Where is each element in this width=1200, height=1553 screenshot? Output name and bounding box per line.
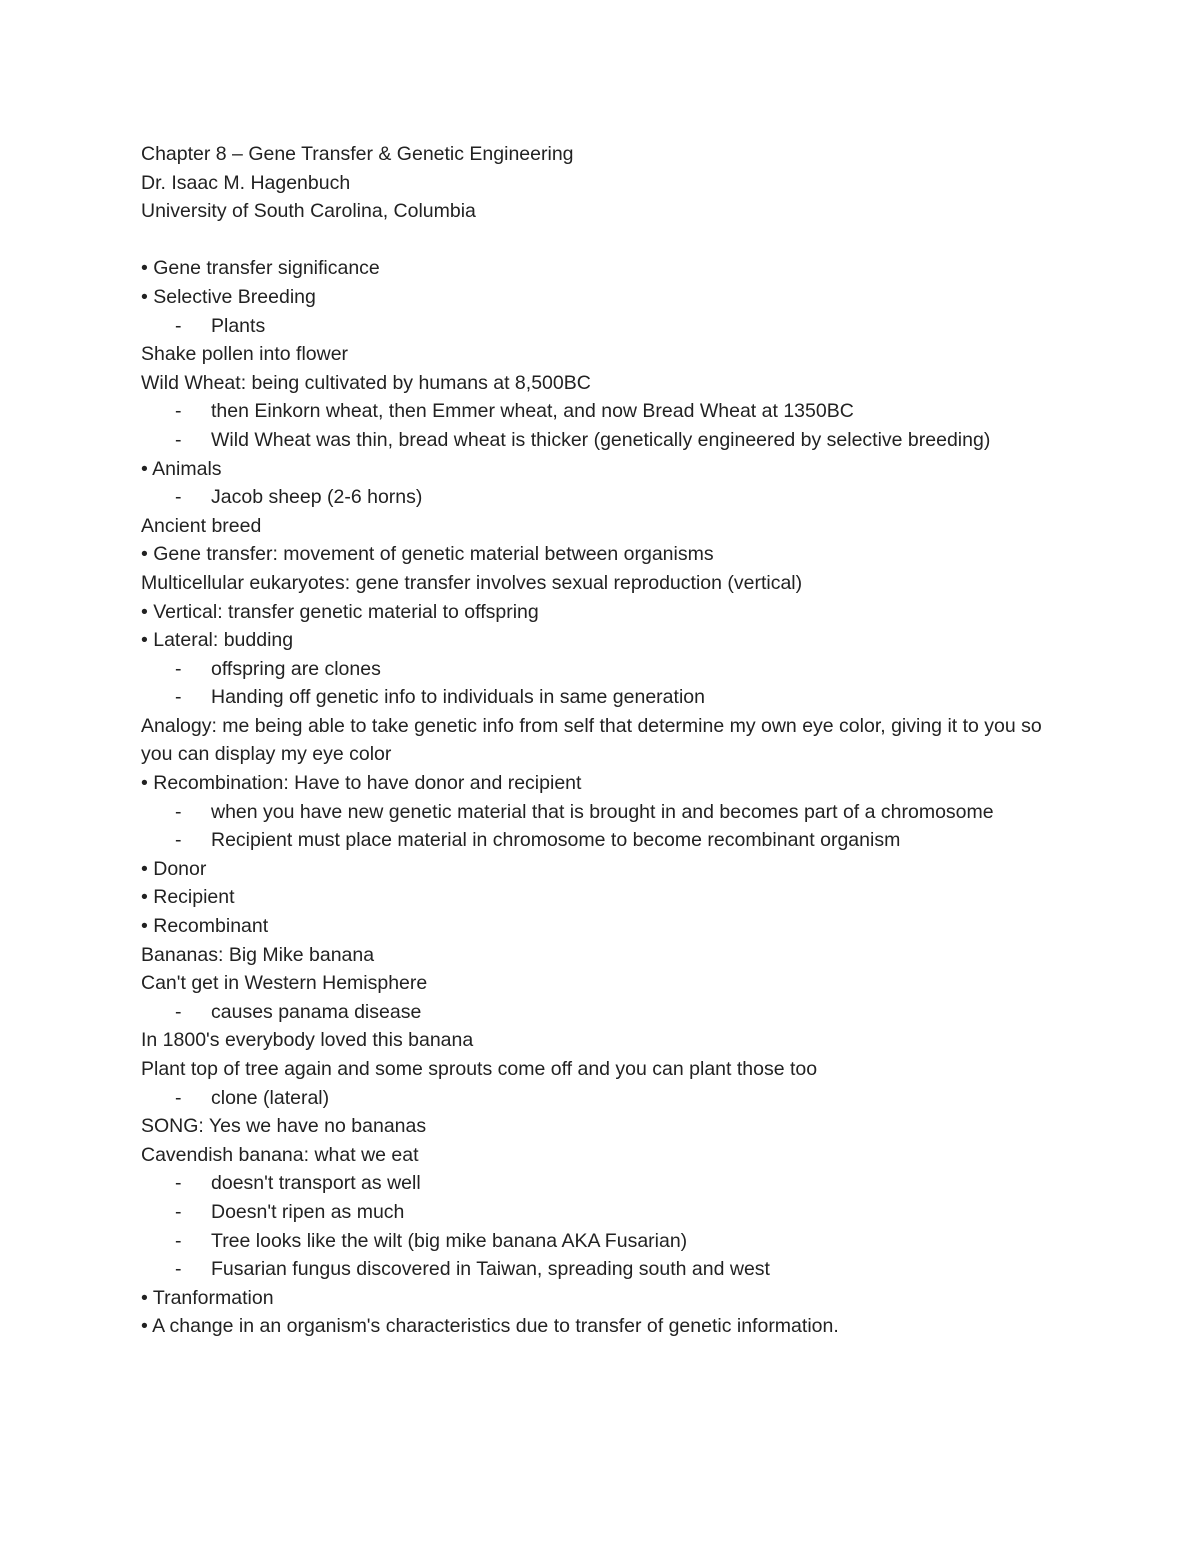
note-line: • Recipient — [141, 886, 235, 909]
note-line: • Tranformation — [141, 1286, 274, 1309]
note-line: • A change in an organism's characteristics due to transfer of genetic information. — [141, 1315, 839, 1338]
dash-marker: - — [175, 1258, 182, 1281]
sub-list-item — [141, 798, 1071, 827]
note-line: In 1800's everybody loved this banana — [141, 1029, 474, 1052]
dash-marker: - — [175, 428, 182, 451]
note-line: Analogy: me being able to take genetic info from self that determine my own eye color, giving it to you so you can display my eye color — [141, 714, 1048, 766]
sub-list-text: clone (lateral) — [211, 1086, 330, 1109]
sub-list-item — [141, 1084, 1071, 1113]
note-line: Ancient breed — [141, 514, 262, 537]
note-line: Wild Wheat: being cultivated by humans at 8,500BC — [141, 371, 591, 394]
note-line: Shake pollen into flower — [141, 343, 349, 366]
sub-list-item — [141, 1255, 1071, 1284]
dash-marker: - — [175, 486, 182, 509]
document-page — [141, 140, 1071, 1341]
sub-list-item — [141, 1227, 1071, 1256]
dash-marker: - — [175, 1172, 182, 1195]
note-line: • Recombination: Have to have donor and recipient — [141, 772, 582, 795]
sub-list-item — [141, 483, 1071, 512]
note-line: • Recombinant — [141, 915, 269, 938]
dash-marker: - — [175, 1086, 182, 1109]
dash-marker: - — [175, 686, 182, 709]
dash-marker: - — [175, 1000, 182, 1023]
dash-marker: - — [175, 1200, 182, 1223]
note-line: • Gene transfer: movement of genetic material between organisms — [141, 543, 714, 566]
sub-list-text: Tree looks like the wilt (big mike banana AKA Fusarian) — [211, 1229, 688, 1252]
sub-list-item — [141, 312, 1071, 341]
note-line: • Selective Breeding — [141, 285, 316, 308]
sub-list-text: Jacob sheep (2-6 horns) — [211, 486, 423, 509]
institution: University of South Carolina, Columbia — [141, 200, 476, 223]
note-line: • Animals — [141, 457, 222, 480]
sub-list-text: Fusarian fungus discovered in Taiwan, spreading south and west — [211, 1258, 770, 1281]
sub-list-text: Plants — [211, 314, 266, 337]
sub-list-item — [141, 655, 1071, 684]
sub-list-item — [141, 1169, 1071, 1198]
sub-list-text: Handing off genetic info to individuals in same generation — [211, 686, 705, 709]
note-line: • Vertical: transfer genetic material to offspring — [141, 600, 539, 623]
sub-list-item — [141, 1198, 1071, 1227]
dash-marker: - — [175, 657, 182, 680]
note-line: • Gene transfer significance — [141, 257, 380, 280]
dash-marker: - — [175, 314, 182, 337]
notes-body — [141, 254, 1071, 1341]
dash-marker: - — [175, 800, 182, 823]
note-line: Can't get in Western Hemisphere — [141, 972, 428, 995]
document-title: Chapter 8 – Gene Transfer & Genetic Engineering — [141, 143, 574, 165]
sub-list-text: doesn't transport as well — [211, 1172, 421, 1195]
sub-list-text: offspring are clones — [211, 657, 381, 680]
sub-list-text: when you have new genetic material that is brought in and becomes part of a chromosome — [211, 800, 994, 823]
sub-list-text: then Einkorn wheat, then Emmer wheat, and now Bread Wheat at 1350BC — [211, 400, 854, 423]
sub-list-item — [141, 397, 1071, 426]
note-line: SONG: Yes we have no bananas — [141, 1115, 427, 1138]
note-line: Multicellular eukaryotes: gene transfer involves sexual reproduction (vertical) — [141, 571, 803, 594]
note-line: • Lateral: budding — [141, 629, 294, 652]
note-line: Cavendish banana: what we eat — [141, 1143, 419, 1166]
sub-list-item — [141, 426, 1071, 455]
note-line: • Donor — [141, 857, 207, 880]
blank-line — [141, 226, 1071, 255]
dash-marker: - — [175, 829, 182, 852]
dash-marker: - — [175, 400, 182, 423]
sub-list-text: Doesn't ripen as much — [211, 1200, 405, 1223]
sub-list-item — [141, 998, 1071, 1027]
sub-list-item — [141, 826, 1071, 855]
note-line: Bananas: Big Mike banana — [141, 943, 375, 966]
sub-list-text: Wild Wheat was thin, bread wheat is thicker (genetically engineered by selective breeding) — [211, 428, 991, 451]
sub-list-text: Recipient must place material in chromosome to become recombinant organism — [211, 829, 901, 852]
sub-list-text: causes panama disease — [211, 1000, 422, 1023]
sub-list-item — [141, 683, 1071, 712]
author-name: Dr. Isaac M. Hagenbuch — [141, 171, 351, 194]
dash-marker: - — [175, 1229, 182, 1252]
note-line: Plant top of tree again and some sprouts come off and you can plant those too — [141, 1058, 818, 1080]
